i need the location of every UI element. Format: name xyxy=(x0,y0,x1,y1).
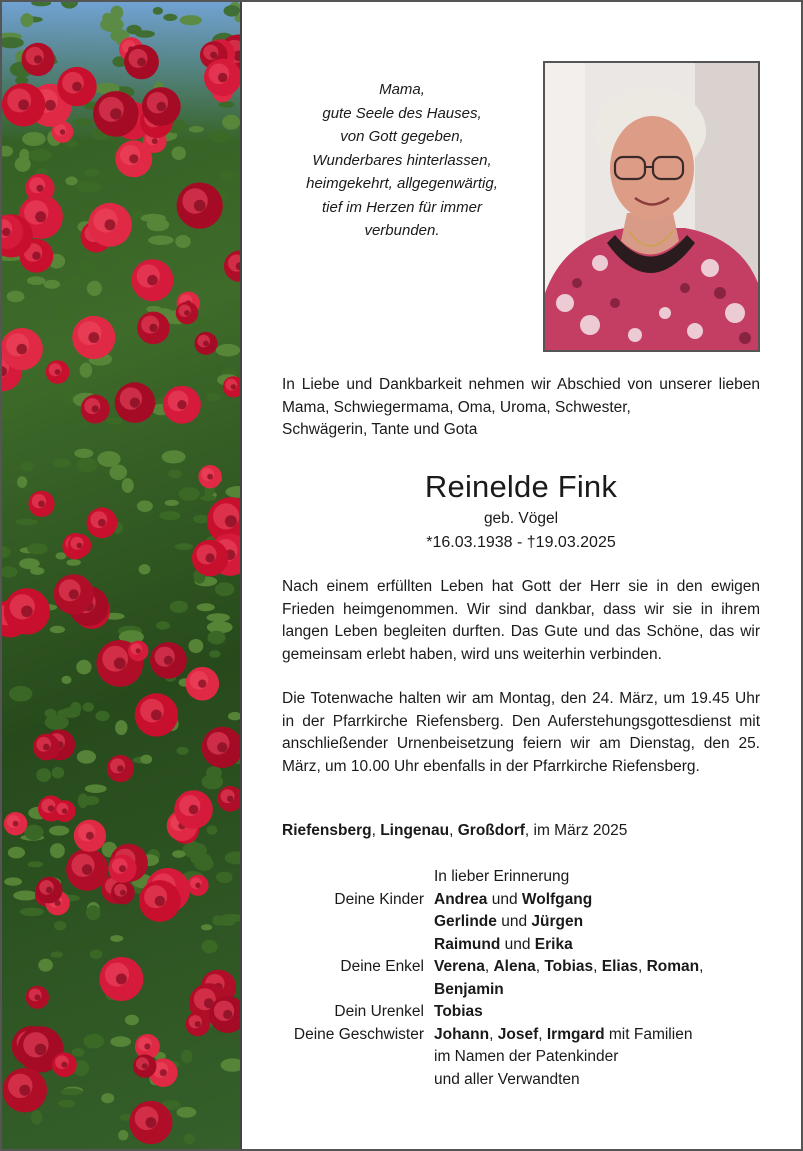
rose-bloom xyxy=(26,986,49,1009)
leaf xyxy=(38,959,53,972)
family-row xyxy=(282,911,760,934)
leaf xyxy=(87,281,102,296)
leaf xyxy=(184,1134,196,1145)
rose-bloom xyxy=(115,140,152,177)
farewell-paragraph: Nach einem erfüllten Leben hat Gott der Herr sie in den ewigen Frieden heimgenommen. Wir sind dankbar, dass wir sie in ihrem langen Leben begleiten durften. Das Gute und das Schöne, das wir gemeinsam erlebt haben, wird uns weiterhin verbinden. xyxy=(282,578,760,663)
rose-bloom xyxy=(137,312,170,345)
rose-bloom xyxy=(115,382,156,423)
places-date xyxy=(282,822,760,840)
rose-bloom xyxy=(21,43,54,76)
leaf xyxy=(148,235,174,245)
rose-bloom xyxy=(54,574,94,614)
greatgrandchild xyxy=(434,1001,760,1024)
leaf xyxy=(49,826,69,836)
leaf xyxy=(110,1036,131,1047)
leaf xyxy=(189,126,204,133)
leaf xyxy=(31,2,51,6)
rose-bloom xyxy=(2,328,43,370)
leaf xyxy=(209,650,220,658)
poem-line: verbunden. xyxy=(364,222,440,239)
leaf xyxy=(2,566,17,577)
poem-line: gute Seele des Hauses, xyxy=(322,104,482,122)
leaf xyxy=(224,5,241,16)
deceased-name: Reinelde Fink xyxy=(424,469,618,504)
leaf xyxy=(170,601,188,613)
life-dates: *16.03.1938 - †19.03.2025 xyxy=(426,534,616,551)
leaf xyxy=(83,702,94,711)
rose-bloom xyxy=(187,875,208,896)
leaf xyxy=(215,582,234,596)
leaf xyxy=(163,14,177,21)
leaf xyxy=(216,872,232,883)
leaf xyxy=(76,660,91,675)
poem xyxy=(272,78,532,243)
grandchild-name: Elias xyxy=(601,958,638,975)
relatives-line: und aller Verwandten xyxy=(434,1070,580,1088)
rose-bloom xyxy=(129,1101,172,1144)
leaf xyxy=(53,458,71,467)
leaf xyxy=(207,613,230,622)
leaf xyxy=(21,13,34,27)
leaf xyxy=(44,280,61,289)
rose-bloom xyxy=(217,786,240,812)
place: Riefensberg xyxy=(282,822,372,839)
rose-bloom xyxy=(52,1052,77,1077)
leaf xyxy=(200,495,216,501)
leaf xyxy=(57,306,71,321)
family-label xyxy=(282,979,434,1002)
leaf xyxy=(77,458,98,473)
rose-bloom xyxy=(88,203,132,247)
rose-bloom xyxy=(2,83,45,126)
leaf xyxy=(50,843,65,858)
leaf xyxy=(83,796,100,805)
leaf xyxy=(66,275,84,287)
leaf xyxy=(202,774,224,789)
leaf xyxy=(216,344,240,357)
leaf xyxy=(65,176,77,185)
leaf xyxy=(222,115,240,130)
child-couple xyxy=(434,889,760,912)
poem-line: von Gott gegeben, xyxy=(340,128,464,145)
leaf xyxy=(231,299,240,313)
leaf xyxy=(54,921,66,931)
leaf xyxy=(225,486,240,498)
rose-bloom xyxy=(46,360,70,384)
rose-bloom xyxy=(186,1012,210,1036)
family-label xyxy=(282,1046,434,1069)
greatgrandchild-name: Tobias xyxy=(434,1003,483,1020)
rose-bloom xyxy=(139,880,181,922)
leaf xyxy=(206,393,220,401)
grandchild-name: Verena xyxy=(434,958,485,975)
portrait-illustration xyxy=(545,63,758,350)
memory-heading: In lieber Erinnerung xyxy=(434,868,570,885)
siblings: Johann, Josef, Irmgard mit Familien xyxy=(434,1025,693,1043)
place: Großdorf xyxy=(457,822,525,839)
rose-bloom xyxy=(66,849,108,891)
leaf xyxy=(139,564,151,574)
leaf xyxy=(19,558,40,569)
rose-bloom xyxy=(224,251,240,282)
leaf xyxy=(172,146,186,160)
rose-bloom xyxy=(28,491,54,517)
poem-line: tief im Herzen für immer xyxy=(321,198,483,216)
rose-bloom xyxy=(124,45,159,80)
leaf xyxy=(58,1100,75,1108)
leaf xyxy=(177,1107,197,1118)
leaf xyxy=(221,1058,240,1071)
rose-bush-illustration xyxy=(2,2,240,1149)
rose-bloom xyxy=(108,855,136,883)
grandchild-name: Alena xyxy=(493,958,536,975)
child-partner-name: Erika xyxy=(534,935,573,953)
leaf xyxy=(168,469,182,478)
leaf xyxy=(80,363,93,378)
family-label: Deine Enkel xyxy=(340,958,424,975)
leaf xyxy=(57,710,69,716)
leaf xyxy=(102,13,112,23)
leaf xyxy=(61,1088,83,1095)
leaf xyxy=(179,487,200,501)
leaf xyxy=(13,891,38,901)
portrait-photo xyxy=(543,61,760,352)
leaf xyxy=(207,631,225,645)
leaf xyxy=(31,1110,42,1124)
leaf xyxy=(20,461,34,471)
leaf xyxy=(175,235,191,248)
leaf xyxy=(209,130,230,143)
leaf xyxy=(153,7,163,15)
leaf xyxy=(2,146,13,157)
leaf xyxy=(4,877,22,885)
grandchild-name: Roman xyxy=(646,958,700,975)
leaf xyxy=(72,1048,85,1057)
leaf xyxy=(62,676,72,684)
rose-bloom xyxy=(3,1068,47,1112)
rose-bloom xyxy=(132,259,174,301)
leaf xyxy=(24,825,43,841)
rose-bloom xyxy=(163,386,201,424)
rose-bloom xyxy=(177,183,223,229)
rose-bloom xyxy=(198,465,221,488)
child-couple xyxy=(434,911,760,934)
family-row xyxy=(282,1001,760,1024)
child-partner-name: Wolfgang xyxy=(521,890,593,908)
leaf xyxy=(74,449,93,458)
rose-bloom xyxy=(111,881,135,905)
rose-bloom xyxy=(192,540,228,576)
rose-bloom xyxy=(36,877,63,904)
leaf xyxy=(31,375,43,384)
sibling-name: Josef xyxy=(497,1025,539,1043)
leaf xyxy=(77,750,96,764)
family-label xyxy=(282,866,434,889)
rose-bloom xyxy=(142,87,181,126)
leaf xyxy=(7,291,25,302)
family-row xyxy=(282,866,760,889)
rose-bloom xyxy=(150,642,187,679)
poem-line: Wunderbares hinterlassen, xyxy=(312,151,492,169)
grandchildren: Verena, Alena, Tobias, Elias, Roman, xyxy=(434,958,704,975)
leaf xyxy=(97,451,120,467)
leaf xyxy=(135,30,155,37)
family-label: Deine Kinder xyxy=(334,890,424,908)
leaf xyxy=(101,1093,114,1103)
leaf xyxy=(79,259,94,273)
leaf xyxy=(132,211,143,219)
leaf xyxy=(140,755,152,764)
family-label xyxy=(282,911,434,934)
leaf xyxy=(45,709,57,718)
rose-bloom xyxy=(4,812,27,835)
rose-bloom xyxy=(107,755,134,782)
leaf xyxy=(198,318,208,327)
leaf xyxy=(156,621,170,629)
leaf xyxy=(181,1050,192,1064)
leaf xyxy=(2,37,24,48)
place: Lingenau xyxy=(380,822,450,839)
child-partner-name: Jürgen xyxy=(531,913,584,930)
family-label: Deine Geschwister xyxy=(293,1025,424,1043)
leaf xyxy=(115,720,127,735)
leaf xyxy=(172,850,185,857)
poem-line: heimgekehrt, allgegenwärtig, xyxy=(306,175,498,192)
rose-bloom xyxy=(33,734,60,761)
rose-bloom xyxy=(186,667,220,701)
leaf xyxy=(62,391,76,404)
leaf xyxy=(2,546,11,558)
leaf xyxy=(125,1015,139,1026)
leaf xyxy=(50,951,63,957)
service-paragraph: Die Totenwache halten wir am Montag, den 24. März, um 19.45 Uhr in der Pfarrkirche Riefensberg. Den Auferstehungsgottesdienst mit anschließender Urnenbeisetzung feiern wir am Dienstag, den 25. März, um 10.00 Uhr ebenfalls in der Pfarrkirche Riefensberg. xyxy=(282,690,760,775)
leaf xyxy=(27,543,47,554)
family-label xyxy=(282,934,434,957)
rose-bloom xyxy=(195,332,218,355)
leaf xyxy=(72,118,93,126)
leaf xyxy=(96,711,110,721)
leaf xyxy=(2,410,13,420)
leaf xyxy=(85,784,107,793)
leaf xyxy=(141,214,166,222)
rose-bloom xyxy=(135,693,178,736)
poem-line: Mama, xyxy=(379,81,425,98)
leaf xyxy=(207,825,218,835)
leaf xyxy=(110,465,128,480)
rose-bloom xyxy=(176,302,199,325)
intro-line: Schwägerin, Tante und Gota xyxy=(282,421,478,438)
leaf xyxy=(16,519,38,526)
child-couple xyxy=(434,934,760,957)
leaf xyxy=(189,639,204,653)
leaf xyxy=(159,511,181,520)
leaf xyxy=(201,924,212,930)
leaf xyxy=(197,603,215,611)
rose-bloom xyxy=(87,507,118,538)
rose-bloom xyxy=(68,534,92,558)
intro-line: In Liebe und Dankbarkeit nehmen wir Abschied von unserer lieben Mama, Schwiegermama, Oma, Uroma, Schwester, xyxy=(282,376,760,416)
leaf xyxy=(52,767,65,779)
leaf xyxy=(84,168,100,177)
leaf xyxy=(165,500,179,506)
rose-bloom xyxy=(74,820,106,852)
leaf xyxy=(225,851,240,864)
leaf xyxy=(120,251,132,266)
sibling-name: Irmgard xyxy=(546,1025,605,1043)
rose-bloom xyxy=(57,67,96,106)
family-row xyxy=(282,979,760,1002)
intro-text xyxy=(282,374,760,442)
text-panel xyxy=(242,2,801,1149)
family-list xyxy=(282,866,760,1091)
leaf xyxy=(106,418,123,425)
family-row xyxy=(282,1024,760,1047)
leaf xyxy=(212,915,223,926)
leaf xyxy=(175,543,193,550)
leaf xyxy=(28,861,44,867)
leaf xyxy=(27,276,45,285)
rose-bloom xyxy=(202,727,240,768)
siblings-suffix: mit Familien xyxy=(604,1025,693,1043)
leaf xyxy=(76,181,102,192)
leaf xyxy=(17,476,27,488)
grandchild-name: Benjamin xyxy=(434,980,504,998)
leaf xyxy=(177,747,189,755)
child-name: Gerlinde xyxy=(434,913,497,930)
leaf xyxy=(86,905,100,920)
leaf xyxy=(137,501,153,512)
leaf xyxy=(122,478,134,493)
leaf xyxy=(8,847,25,859)
date: , im März 2025 xyxy=(524,822,628,839)
rose-bloom xyxy=(174,790,213,829)
rose-bush-photo xyxy=(2,2,242,1149)
rose-bloom xyxy=(204,59,240,96)
leaf xyxy=(90,950,103,959)
birth-name: geb. Vögel xyxy=(483,510,559,527)
rose-bloom xyxy=(54,800,76,822)
separator: , xyxy=(371,822,381,839)
conjunction: und xyxy=(496,913,532,930)
leaf xyxy=(36,768,51,782)
grandchildren xyxy=(434,979,760,1002)
leaf xyxy=(110,935,123,942)
godchildren-line: im Namen der Patenkinder xyxy=(434,1048,619,1065)
leaf xyxy=(66,559,81,566)
conjunction: und xyxy=(500,935,535,953)
family-row xyxy=(282,956,760,979)
leaf xyxy=(50,626,65,634)
rose-bloom xyxy=(72,316,115,359)
leaf xyxy=(29,149,52,162)
rose-bloom xyxy=(93,91,139,137)
grandchild-name: Tobias xyxy=(544,958,594,975)
leaf xyxy=(61,2,78,9)
leaf xyxy=(219,171,234,179)
leaf xyxy=(22,132,46,146)
rose-bloom xyxy=(81,395,110,424)
leaf xyxy=(20,908,44,917)
rose-bloom xyxy=(4,588,50,634)
separator: , xyxy=(449,822,458,839)
child-name: Raimund xyxy=(434,935,501,953)
sibling-name: Johann xyxy=(434,1025,490,1043)
leaf xyxy=(202,940,218,954)
child-name: Andrea xyxy=(434,890,488,908)
conjunction: und xyxy=(487,890,522,908)
leaf xyxy=(118,1130,128,1141)
leaf xyxy=(228,712,240,720)
leaf xyxy=(83,1034,104,1049)
family-row xyxy=(282,934,760,957)
leaf xyxy=(19,149,29,162)
family-row xyxy=(282,1046,760,1069)
family-row xyxy=(282,1069,760,1092)
leaf xyxy=(9,686,32,702)
leaf xyxy=(162,450,186,463)
rose-bloom xyxy=(133,1054,156,1077)
family-label xyxy=(282,1069,434,1092)
leaf xyxy=(180,15,202,25)
family-row xyxy=(282,889,760,912)
rose-bloom xyxy=(99,957,143,1001)
family-label: Dein Urenkel xyxy=(334,1003,424,1020)
rose-bloom xyxy=(128,641,149,662)
